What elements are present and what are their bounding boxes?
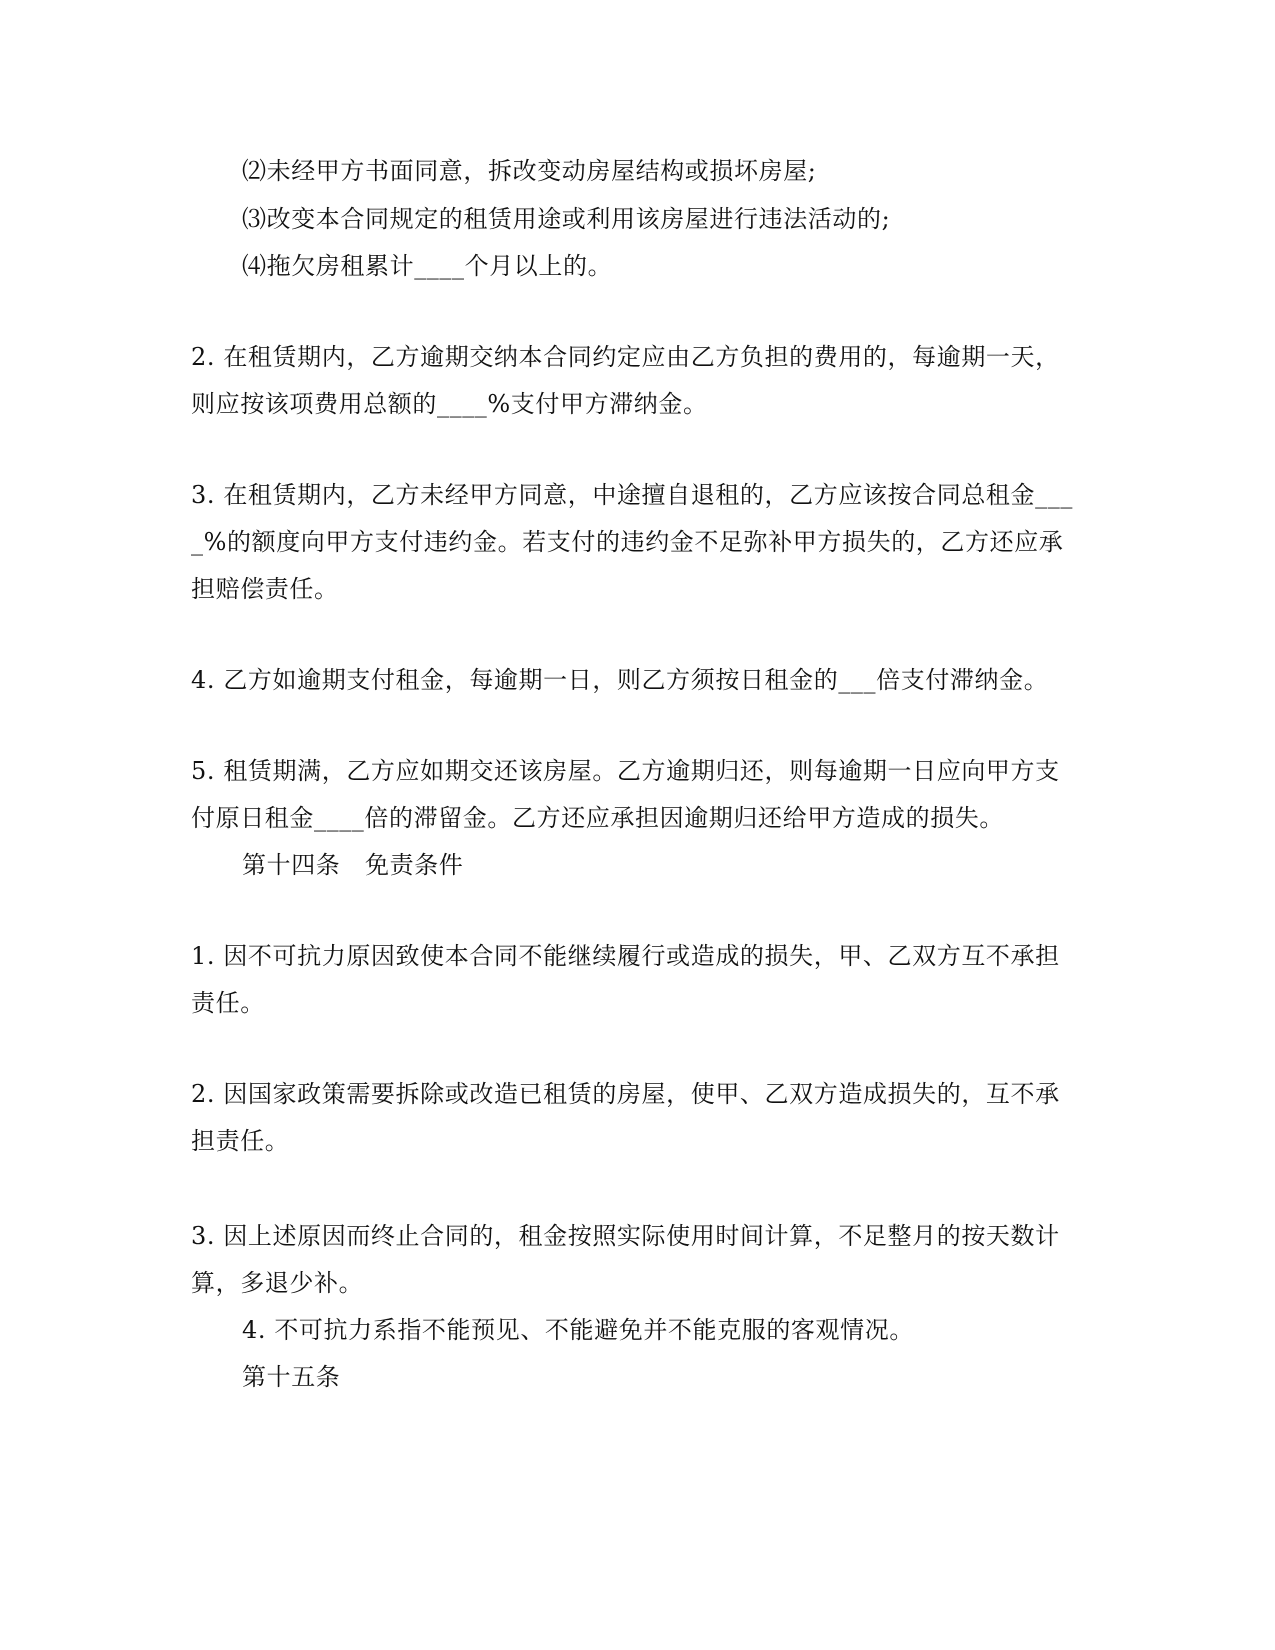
paragraph-3-line-3: 担赔偿责任。 [191, 575, 339, 603]
paragraph-2-line-1: 2. 在租赁期内，乙方逾期交纳本合同约定应由乙方负担的费用的，每逾期一天， [191, 343, 1060, 371]
exemption-4-line-1: 4. 不可抗力系指不能预见、不能避免并不能克服的客观情况。 [242, 1316, 914, 1344]
paragraph-5-line-2: 付原日租金____倍的滞留金。乙方还应承担因逾期归还给甲方造成的损失。 [191, 804, 1004, 832]
clause-item-2: ⑵未经甲方书面同意，拆改变动房屋结构或损坏房屋; [242, 157, 817, 185]
article-14-heading: 第十四条 免责条件 [242, 851, 464, 879]
paragraph-3-line-1: 3. 在租赁期内，乙方未经甲方同意，中途擅自退租的，乙方应该按合同总租金___ [191, 481, 1073, 509]
paragraph-2-line-2: 则应按该项费用总额的____%支付甲方滞纳金。 [191, 390, 708, 418]
exemption-3-line-1: 3. 因上述原因而终止合同的，租金按照实际使用时间计算，不足整月的按天数计 [191, 1222, 1060, 1250]
exemption-3-line-2: 算，多退少补。 [191, 1269, 364, 1297]
article-15-heading: 第十五条 [242, 1363, 341, 1391]
exemption-2-line-2: 担责任。 [191, 1127, 290, 1155]
exemption-1-line-1: 1. 因不可抗力原因致使本合同不能继续履行或造成的损失，甲、乙双方互不承担 [191, 942, 1060, 970]
clause-item-4: ⑷拖欠房租累计____个月以上的。 [242, 252, 613, 280]
paragraph-3-line-2: _%的额度向甲方支付违约金。若支付的违约金不足弥补甲方损失的，乙方还应承 [191, 528, 1064, 556]
clause-item-3: ⑶改变本合同规定的租赁用途或利用该房屋进行违法活动的; [242, 205, 891, 233]
paragraph-5-line-1: 5. 租赁期满，乙方应如期交还该房屋。乙方逾期归还，则每逾期一日应向甲方支 [191, 757, 1060, 785]
paragraph-4-line-1: 4. 乙方如逾期支付租金，每逾期一日，则乙方须按日租金的___倍支付滞纳金。 [191, 666, 1049, 694]
exemption-1-line-2: 责任。 [191, 989, 265, 1017]
exemption-2-line-1: 2. 因国家政策需要拆除或改造已租赁的房屋，使甲、乙双方造成损失的，互不承 [191, 1080, 1060, 1108]
